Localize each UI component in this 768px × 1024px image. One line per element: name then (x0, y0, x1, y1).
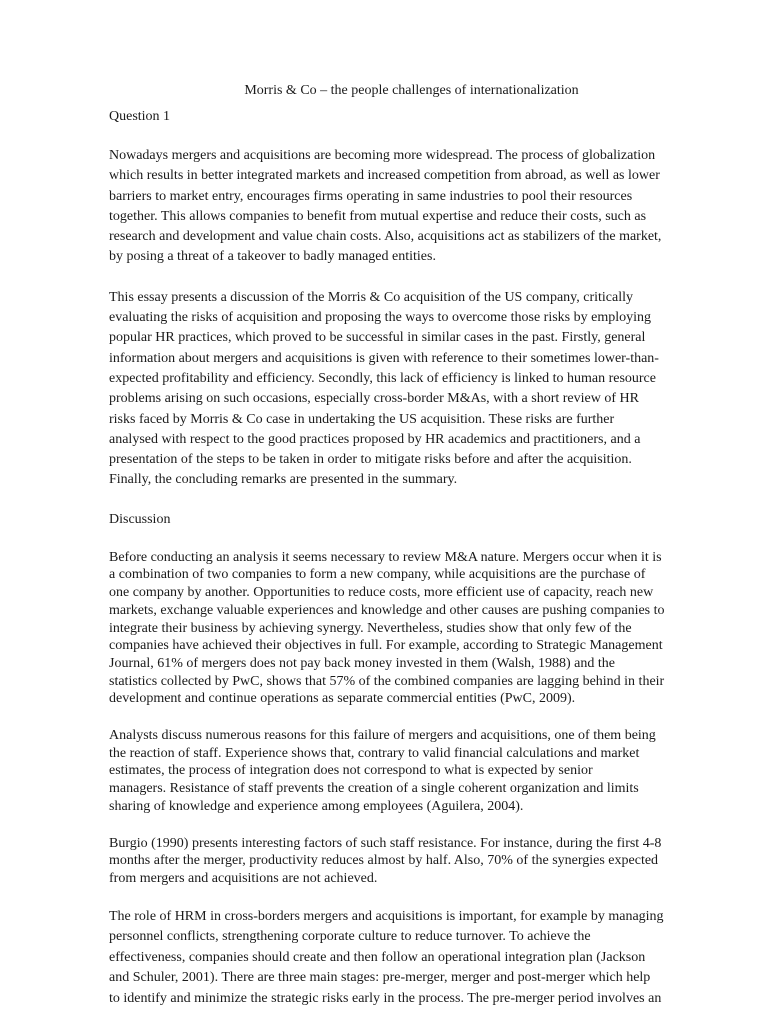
paragraph-line: analysed with respect to the good practices proposed by HR academics and practitioners, and a (109, 431, 641, 447)
paragraph-line: together. This allows companies to benefit from mutual expertise and reduce their costs, such as (109, 208, 647, 224)
paragraph-line: evaluating the risks of acquisition and proposing the ways to overcome those risks by employing (109, 310, 652, 326)
paragraph-line: Analysts discuss numerous reasons for this failure of mergers and acquisitions, one of them being (109, 728, 656, 744)
paragraph-line: which results in better integrated markets and increased competition from abroad, as well as lower (109, 168, 660, 184)
paragraph-line: statistics collected by PwC, shows that 57% of the combined companies are lagging behind in their (109, 673, 665, 689)
paragraph-line: the reaction of staff. Experience shows that, contrary to valid financial calculations and market (109, 745, 640, 761)
paragraph-line: Finally, the concluding remarks are presented in the summary. (109, 472, 458, 488)
question-heading: Question 1 (109, 109, 171, 124)
paragraph-line: risks faced by Morris & Co case in undertaking the US acquisition. These risks are further (109, 411, 615, 427)
paragraph-line: estimates, the process of integration does not correspond to what is expected by senior (109, 763, 593, 779)
paragraph-line: presentation of the steps to be taken in order to mitigate risks before and after the acquisition. (109, 452, 632, 468)
paragraph-line: Before conducting an analysis it seems necessary to review M&A nature. Mergers occur when it is (109, 549, 662, 565)
essay-overview-paragraph (109, 288, 714, 491)
document-title: Morris & Co – the people challenges of internationalization (244, 83, 579, 98)
paragraph-line: companies have achieved their objectives in full. For example, according to Strategic Management (109, 638, 663, 654)
paragraph-line: from mergers and acquisitions are not achieved. (109, 871, 378, 886)
paragraph-line: a combination of two companies to form a new company, while acquisitions are the purchase of (109, 567, 646, 583)
paragraph-line: to identify and minimize the strategic risks early in the process. The pre-merger period involves an (109, 990, 662, 1006)
analysts-paragraph (109, 727, 714, 816)
document-page (109, 82, 714, 1009)
intro-paragraph (109, 146, 714, 268)
paragraph-line: managers. Resistance of staff prevents the creation of a single coherent organization and limits (109, 781, 639, 797)
paragraph-line: expected profitability and efficiency. Secondly, this lack of efficiency is linked to human resource (109, 370, 656, 386)
paragraph-line: personnel conflicts, strengthening corporate culture to reduce turnover. To achieve the (109, 929, 591, 945)
paragraph-line: months after the merger, productivity reduces almost by half. Also, 70% of the synergies expected (109, 853, 659, 869)
hrm-paragraph (109, 907, 714, 1010)
paragraph-line: popular HR practices, which proved to be successful in similar cases in the past. Firstly, general (109, 330, 646, 346)
paragraph-line: effectiveness, companies should create and then follow an operational integration plan (Jackson (109, 949, 646, 965)
paragraph-line: by posing a threat of a takeover to badly managed entities. (109, 249, 436, 265)
paragraph-line: barriers to market entry, encourages firms operating in same industries to pool their resources (109, 188, 633, 204)
paragraph-line: markets, exchange valuable experiences and knowledge and other causes are pushing companies to (109, 602, 665, 618)
paragraph-line: one company by another. Opportunities to reduce costs, more efficient use of capacity, reach new (109, 585, 654, 601)
paragraph-line: information about mergers and acquisitions is given with reference to their sometimes lower-than- (109, 350, 659, 366)
burgio-paragraph (109, 835, 714, 888)
paragraph-line: problems arising on such occasions, especially cross-border M&As, with a short review of HR (109, 391, 639, 407)
paragraph-line: Journal, 61% of mergers does not pay back money invested in them (Walsh, 1988) and the (109, 655, 615, 671)
paragraph-line: development and continue operations as separate commercial entities (PwC, 2009). (109, 691, 576, 707)
paragraph-line: research and development and value chain costs. Also, acquisitions act as stabilizers of the market, (109, 229, 662, 245)
paragraph-line: sharing of knowledge and experience among employees (Aguilera, 2004). (109, 798, 524, 814)
paragraph-line: Burgio (1990) presents interesting factors of such staff resistance. For instance, during the first 4-8 (109, 835, 662, 851)
paragraph-line: Nowadays mergers and acquisitions are becoming more widespread. The process of globalization (109, 148, 656, 163)
paragraph-line: The role of HRM in cross-borders mergers and acquisitions is important, for example by managing (109, 908, 664, 924)
paragraph-line: This essay presents a discussion of the Morris & Co acquisition of the US company, critically (109, 289, 634, 305)
discussion-heading: Discussion (109, 511, 171, 527)
discussion-paragraph (109, 549, 714, 708)
paragraph-line: integrate their business by achieving synergy. Nevertheless, studies show that only few of the (109, 620, 632, 636)
paragraph-line: and Schuler, 2001). There are three main stages: pre-merger, merger and post-merger which help (109, 970, 651, 986)
